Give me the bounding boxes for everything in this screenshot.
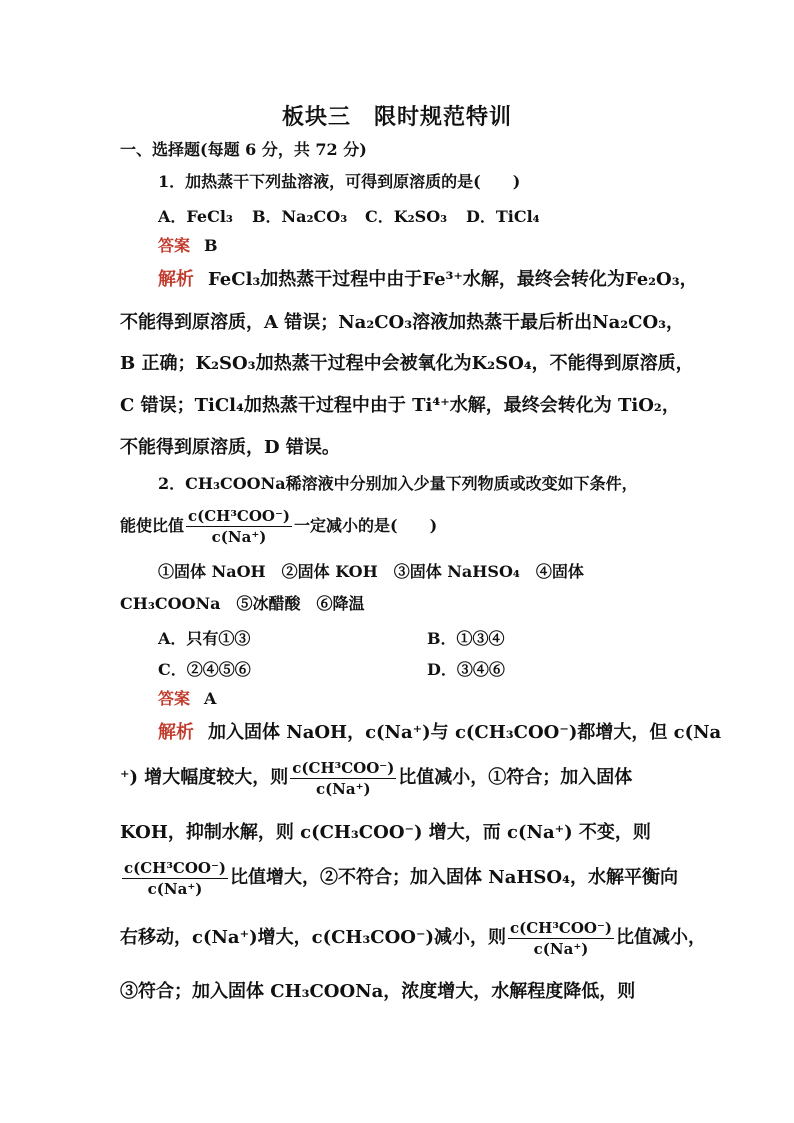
q2-conditions-line-2: CH₃COONa ⑤冰醋酸 ⑥降温: [120, 594, 365, 613]
analysis-text: 加入固体 NaOH，c(Na⁺)与 c(CH₃COO⁻)都增大，但 c(Na: [208, 722, 722, 743]
q2-analysis-line-6: ③符合；加入固体 CH₃COONa，浓度增大，水解程度降低，则: [120, 981, 636, 1002]
analysis-text: ⁺) 增大幅度较大，则: [120, 767, 289, 788]
analysis-text: 比值增大，②不符合；加入固体 NaHSO₄，水解平衡向: [230, 867, 678, 888]
q2-conditions-line-1: ①固体 NaOH ②固体 KOH ③固体 NaHSO₄ ④固体: [158, 562, 584, 581]
q1-option-a: A．FeCl₃: [158, 207, 233, 226]
ratio-fraction: [508, 919, 614, 958]
answer-value: B: [204, 236, 218, 255]
q2-answer: [158, 689, 216, 709]
answer-label: 答案: [158, 689, 191, 708]
section-header: 一、选择题(每题 6 分，共 72 分): [120, 140, 367, 159]
stem-suffix: 一定减小的是( ): [294, 516, 438, 535]
analysis-label: 解析: [158, 722, 194, 743]
fraction-denominator: c(Na⁺): [533, 939, 589, 958]
q2-analysis-line-1: [158, 723, 721, 743]
q2-option-a: A．只有①③: [158, 629, 251, 648]
question-2-stem-line-2: [120, 506, 437, 546]
fraction-denominator: c(Na⁺): [147, 879, 203, 898]
q1-analysis-line-5: 不能得到原溶质，D 错误。: [120, 437, 340, 458]
analysis-label: 解析: [158, 269, 194, 290]
analysis-text: 比值减小，①符合；加入固体: [398, 767, 633, 788]
q1-analysis-line-2: 不能得到原溶质，A 错误；Na₂CO₃溶液加热蒸干最后析出Na₂CO₃，: [120, 312, 685, 333]
answer-label: 答案: [158, 236, 191, 255]
q2-analysis-line-3: KOH，抑制水解，则 c(CH₃COO⁻) 增大，而 c(Na⁺) 不变，则: [120, 822, 651, 843]
stem-prefix: 能使比值: [120, 516, 185, 535]
analysis-text: 比值减小，: [616, 927, 707, 948]
fraction-numerator: c(CH³COO⁻): [292, 758, 395, 777]
ratio-fraction: [186, 507, 292, 546]
q2-option-c: C．②④⑤⑥: [158, 660, 251, 679]
page-title: 板块三 限时规范特训: [281, 104, 512, 130]
q2-analysis-line-5: [120, 918, 706, 958]
q1-answer: [158, 236, 218, 256]
fraction-numerator: c(CH³COO⁻): [124, 858, 226, 877]
fraction-numerator: c(CH³COO⁻): [510, 918, 613, 937]
q2-analysis-line-4: [120, 858, 678, 898]
q1-option-c: C．K₂SO₃: [365, 207, 448, 226]
analysis-text: FeCl₃加热蒸干过程中由于Fe³⁺水解，最终会转化为Fe₂O₃，: [208, 269, 698, 290]
ratio-fraction: [122, 859, 228, 898]
q1-analysis-line-1: [158, 270, 698, 290]
question-2-stem-line-1: 2．CH₃COONa稀溶液中分别加入少量下列物质或改变如下条件，: [158, 474, 638, 493]
analysis-text: 右移动，c(Na⁺)增大，c(CH₃COO⁻)减小，则: [120, 927, 507, 948]
question-1-stem: 1．加热蒸干下列盐溶液，可得到原溶质的是( ): [158, 172, 521, 191]
q1-analysis-line-3: B 正确；K₂SO₃加热蒸干过程中会被氧化为K₂SO₄，不能得到原溶质，: [120, 353, 694, 374]
fraction-numerator: c(CH³COO⁻): [188, 507, 291, 525]
fraction-denominator: c(Na⁺): [315, 779, 371, 798]
q2-option-d: D．③④⑥: [427, 660, 505, 679]
ratio-fraction: [290, 759, 396, 798]
fraction-denominator: c(Na⁺): [211, 528, 267, 546]
q2-option-b: B．①③④: [427, 629, 505, 648]
q2-analysis-line-2: [120, 758, 632, 798]
answer-value: A: [204, 689, 217, 708]
q1-analysis-line-4: C 错误；TiCl₄加热蒸干过程中由于 Ti⁴⁺水解，最终会转化为 TiO₂，: [120, 395, 680, 416]
q1-option-d: D．TiCl₄: [466, 207, 540, 226]
q1-option-b: B．Na₂CO₃: [252, 207, 348, 226]
